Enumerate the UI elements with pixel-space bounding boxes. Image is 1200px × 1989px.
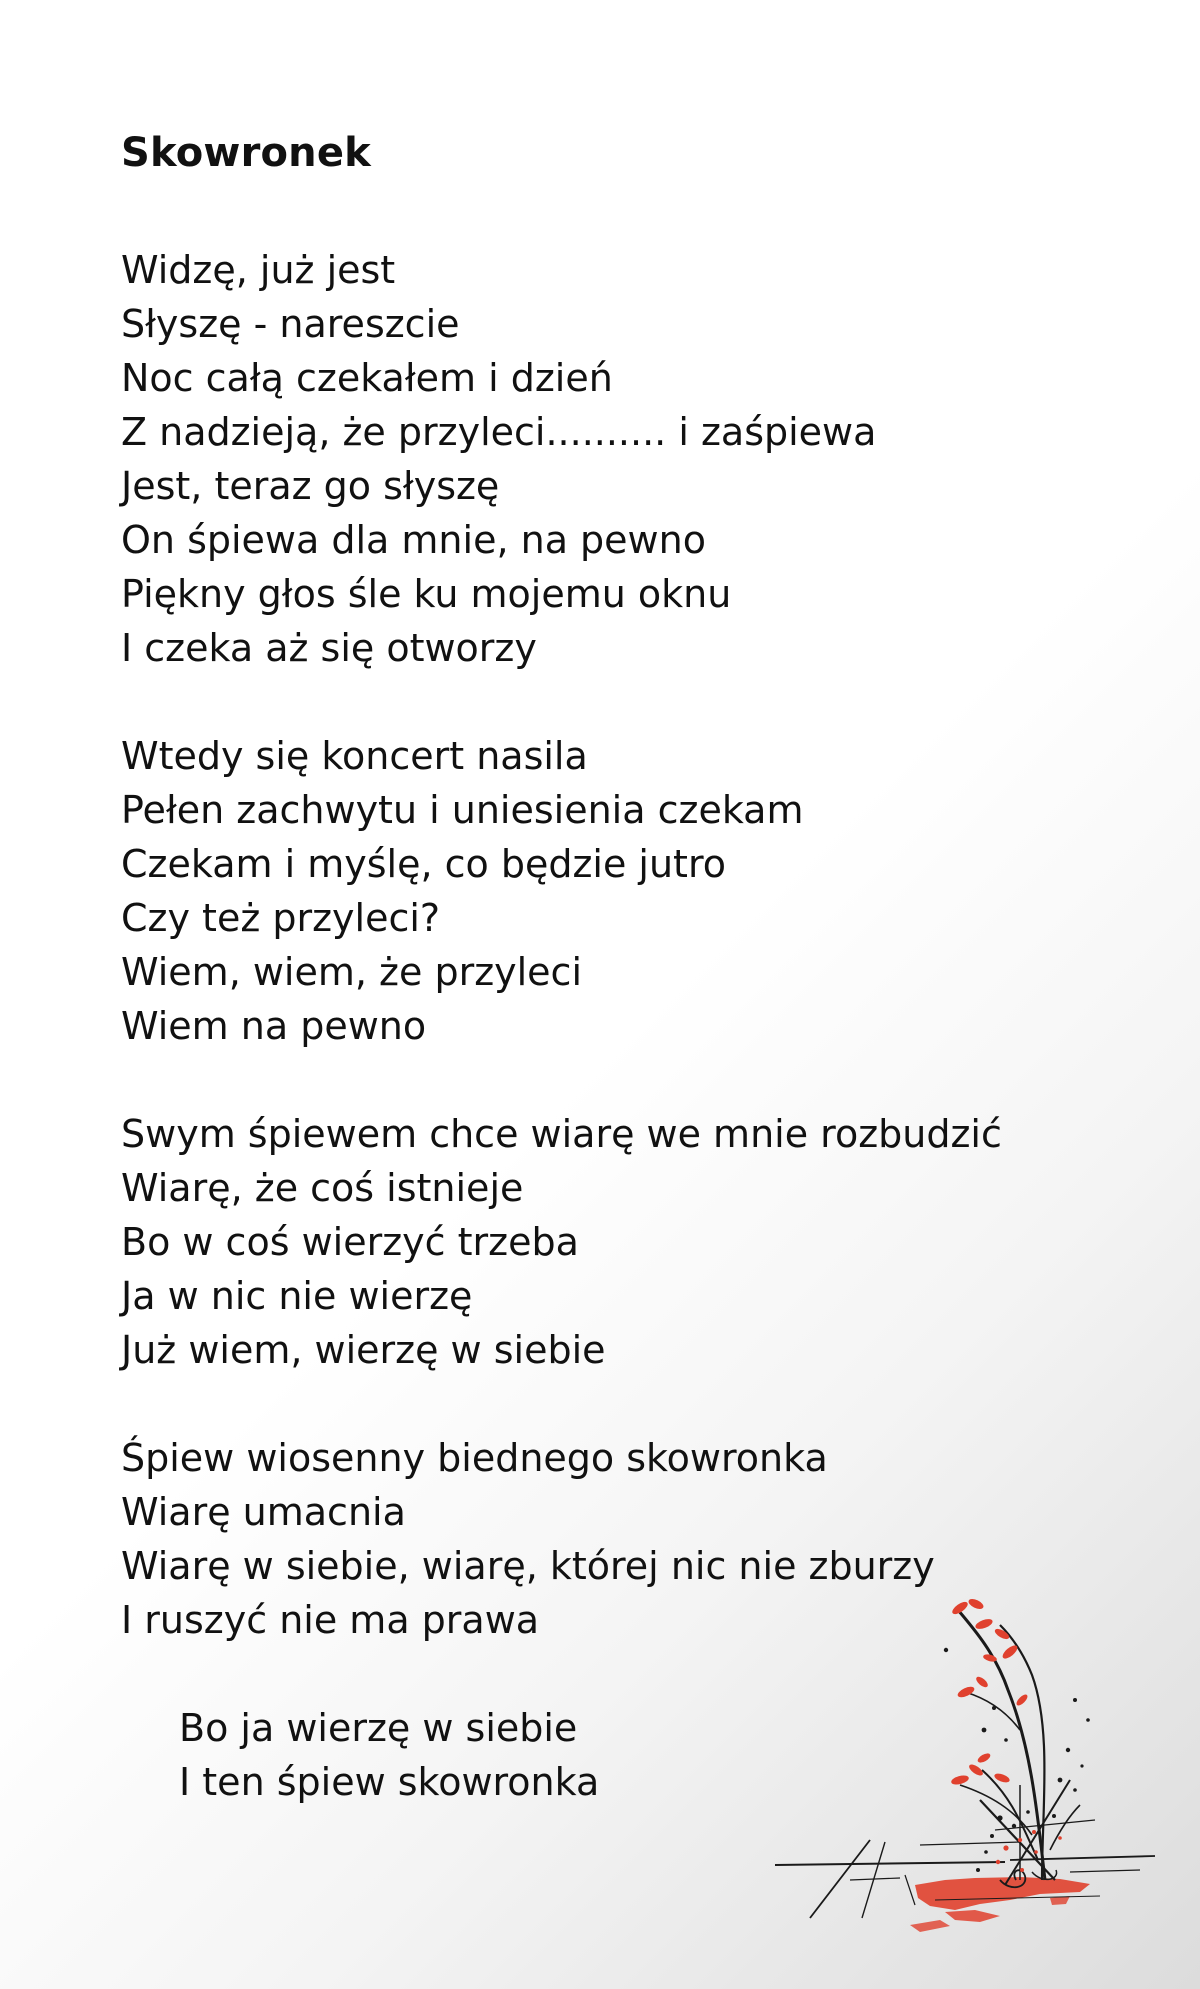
verse-line: Bo w coś wierzyć trzeba bbox=[121, 1220, 579, 1264]
stanza-3 bbox=[121, 1107, 1021, 1377]
verse-line: Wiarę, że coś istnieje bbox=[121, 1166, 524, 1210]
verse-line: Widzę, już jest bbox=[121, 248, 396, 292]
verse-line: Noc całą czekałem i dzień bbox=[121, 356, 613, 400]
verse-line: Już wiem, wierzę w siebie bbox=[121, 1328, 606, 1372]
poem-title: Skowronek bbox=[121, 130, 371, 176]
verse-line: Wiarę w siebie, wiarę, której nic nie zburzy bbox=[121, 1544, 935, 1588]
verse-line: On śpiewa dla mnie, na pewno bbox=[121, 518, 706, 562]
stanza-2 bbox=[121, 729, 1021, 1053]
verse-line: Jest, teraz go słyszę bbox=[121, 464, 500, 508]
verse-line: Ja w nic nie wierzę bbox=[121, 1274, 473, 1318]
verse-line: Wiarę umacnia bbox=[121, 1490, 406, 1534]
verse-line: Bo ja wierzę w siebie bbox=[179, 1706, 578, 1750]
verse-line: Pełen zachwytu i uniesienia czekam bbox=[121, 788, 804, 832]
verse-line: Słyszę - nareszcie bbox=[121, 302, 460, 346]
verse-line: Śpiew wiosenny biednego skowronka bbox=[121, 1436, 828, 1480]
verse-line: Wtedy się koncert nasila bbox=[121, 734, 588, 778]
verse-line: Piękny głos śle ku mojemu oknu bbox=[121, 572, 732, 616]
verse-line: I ruszyć nie ma prawa bbox=[121, 1598, 540, 1642]
verse-line: I czeka aż się otworzy bbox=[121, 626, 537, 670]
branch-with-red-leaves-illustration bbox=[770, 1580, 1160, 1950]
verse-line: I ten śpiew skowronka bbox=[179, 1760, 600, 1804]
verse-line: Wiem na pewno bbox=[121, 1004, 427, 1048]
verse-line: Wiem, wiem, że przyleci bbox=[121, 950, 583, 994]
verse-line: Czekam i myślę, co będzie jutro bbox=[121, 842, 726, 886]
verse-line: Swym śpiewem chce wiarę we mnie rozbudzić bbox=[121, 1112, 1002, 1156]
verse-line: Z nadzieją, że przyleci.......... i zaśpiewa bbox=[121, 410, 877, 454]
stanza-1 bbox=[121, 243, 1021, 675]
verse-line: Czy też przyleci? bbox=[121, 896, 441, 940]
